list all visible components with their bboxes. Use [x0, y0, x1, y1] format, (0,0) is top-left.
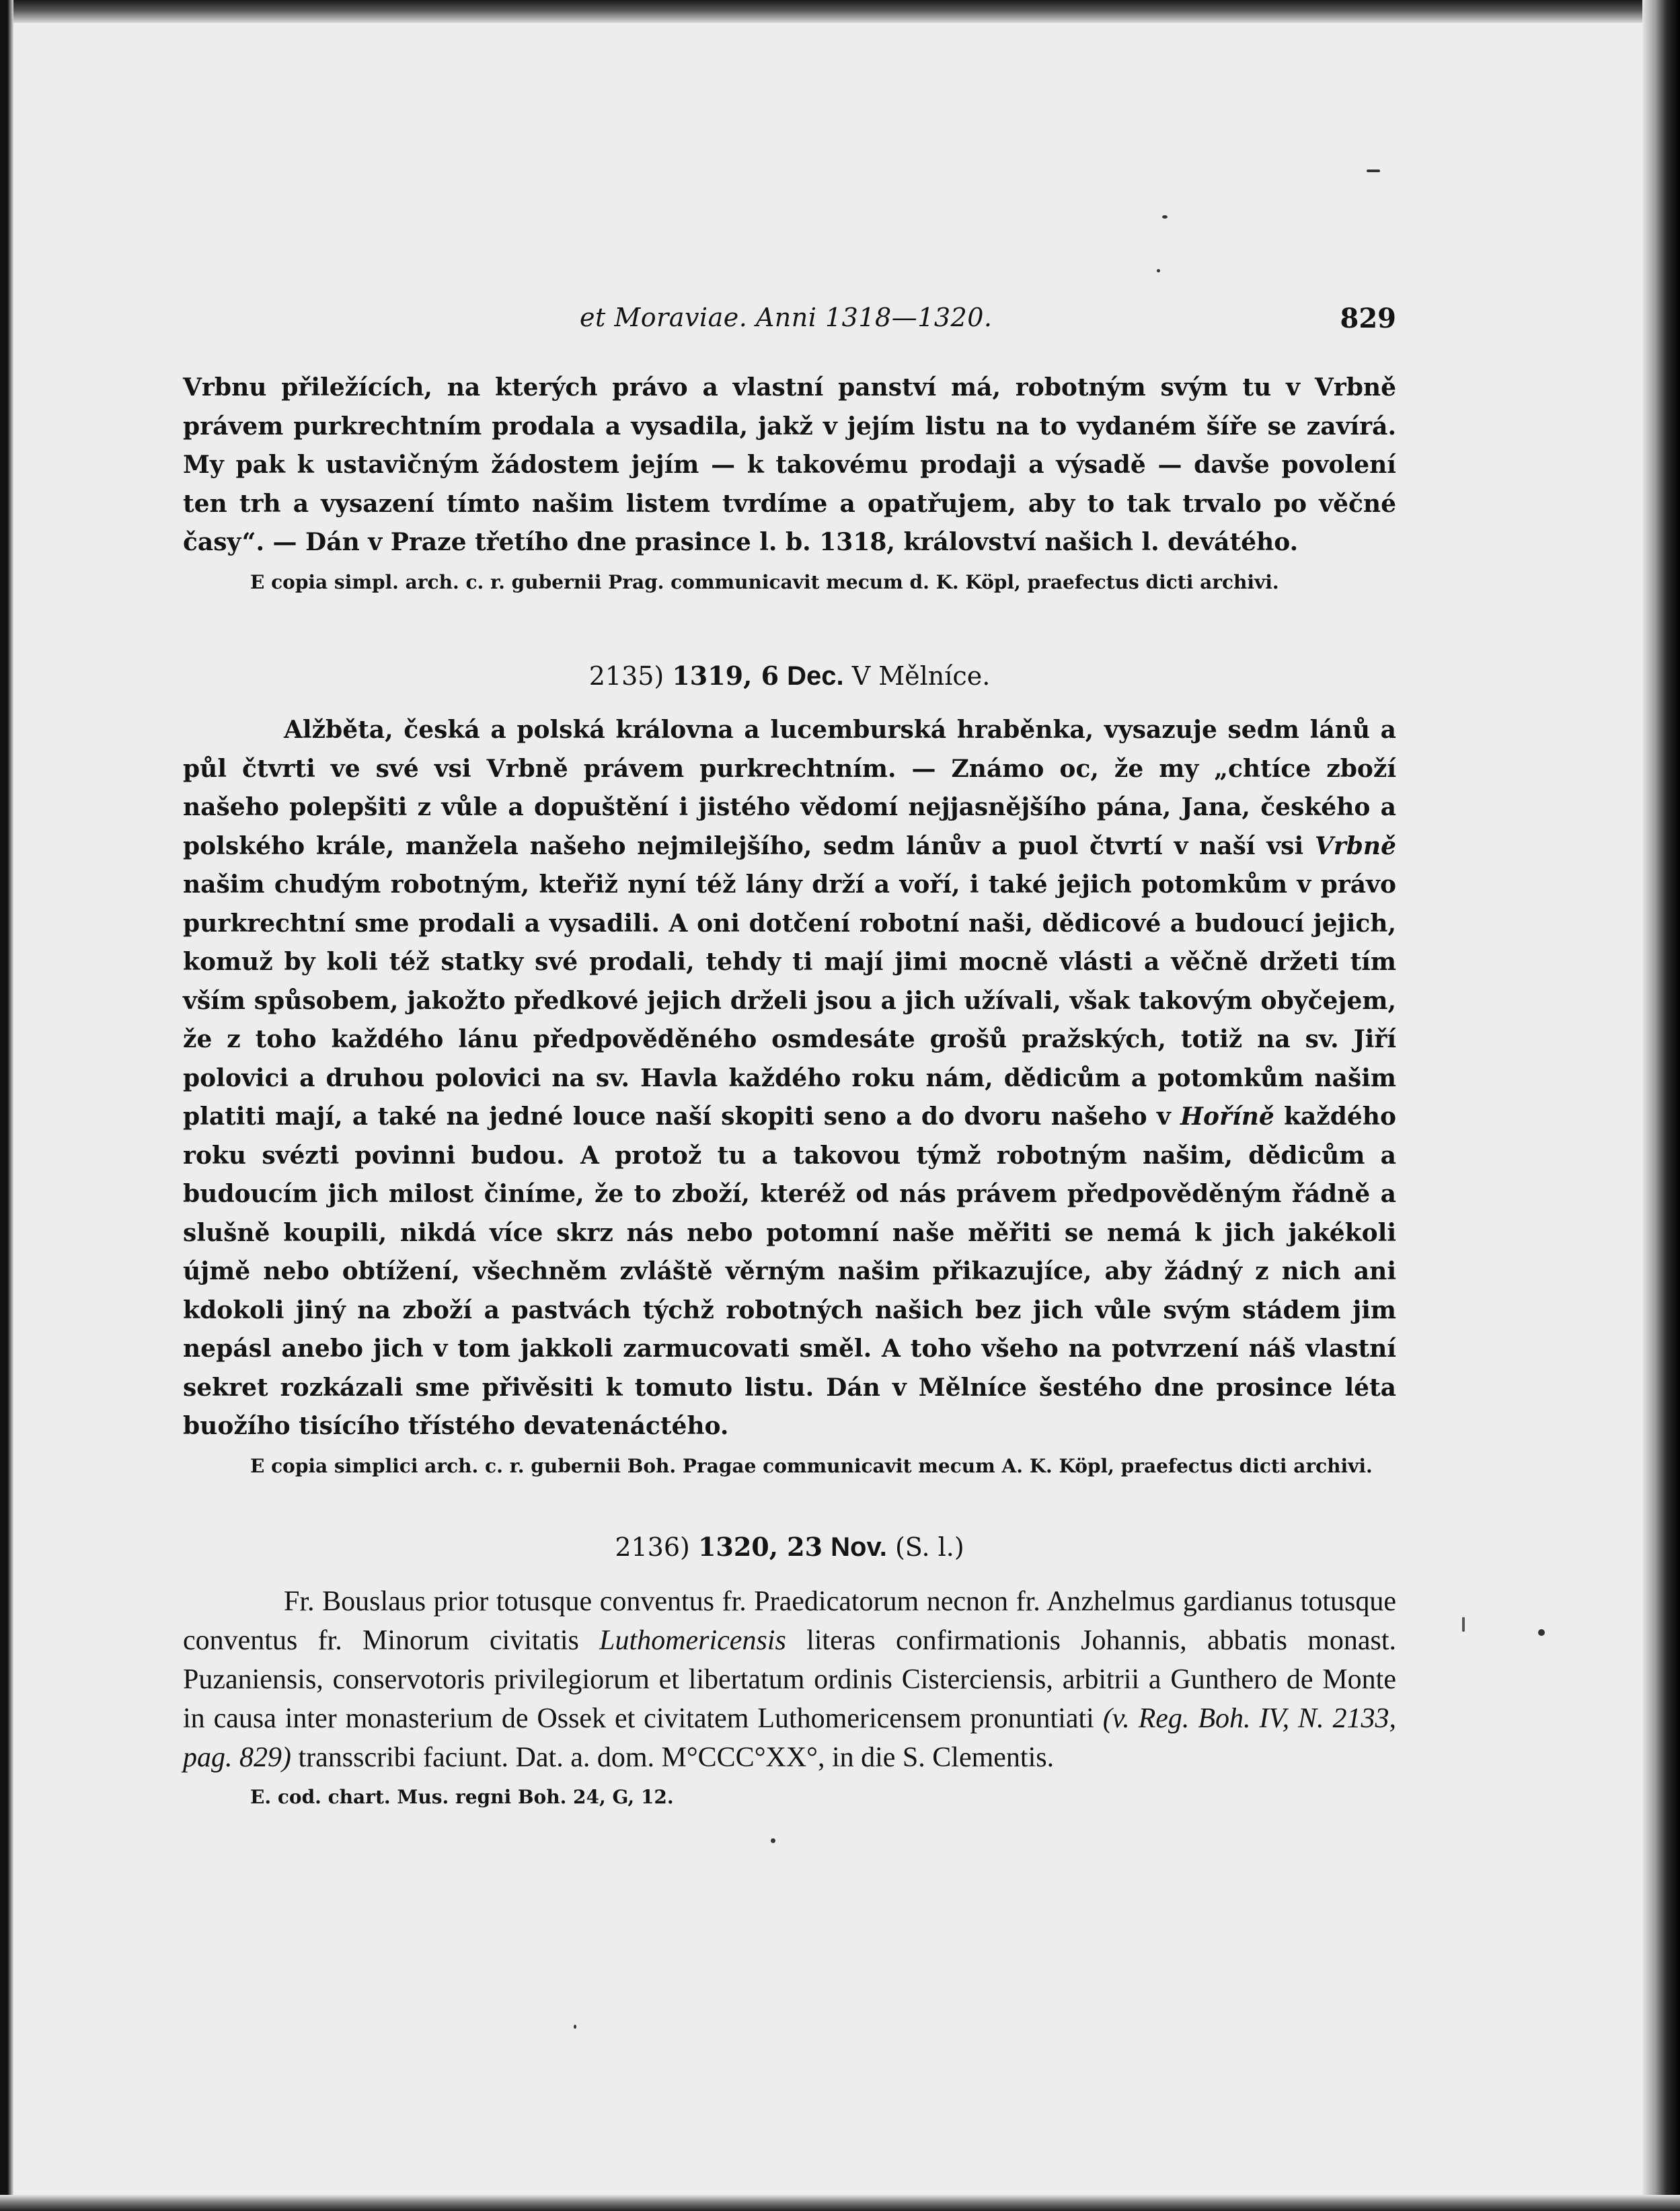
entry-source-note: E copia simplici arch. c. r. gubernii Boh. Pragae communicavit mecum A. K. Köpl, praefectus dicti archivi. [250, 1454, 1373, 1477]
entry-text-part: našim chudým robotným, kteřiž nyní též lány drží a voří, i také jejich potomkům v právo purkrechtní sme prodali a vysadili. A oni dotčení robotní naši, dědicové a budoucí jejich, komuž by koli též statky své prodali, tehdy ti mají jimi mocně vlásti a věčně držeti tím vším spůsobem, jakožto předkové jejich drželi jsou a jich užívali, však takovým obyčejem, že z toho každého lánu předpověděného osmdesáte grošů pražských, totiž na sv. Jiří polovici a druhou polovici na sv. Havla každého roku nám, dědicům a potomkům našim platiti mají, a také na jedné louce naší skopiti seno a do dvoru našeho v [183, 870, 1396, 1131]
page-number: 829 [1340, 303, 1396, 334]
entry-date: 1320, 23 [697, 1532, 823, 1562]
running-header [183, 303, 1396, 343]
scan-speck [1538, 1629, 1545, 1636]
entry-text: Vrbnu přiležících, na kterých právo a vlastní panství má, robotným svým tu v Vrbně právem purkrechtním prodala a vysadila, jakž v jejím listu na to vydaném šíře se zavírá. My pak k ustavičným žádostem jejím — k takovému prodaji a výsadě — davše povolení ten trh a vysazení tímto našim listem tvrdíme a opatřujem, aby to tak trvalo po věčné časy“. — Dán v Praze třetího dne prasince l. b. 1318, království našich l. devátého. [183, 373, 1396, 556]
entry-heading [183, 656, 1396, 696]
entry-month: Dec. [787, 661, 844, 691]
scan-edge-right [1642, 0, 1680, 2211]
entry-date: 1319, 6 [672, 661, 779, 691]
entry-text-part: každého roku svézti povinni budou. A protož tu a takovou týmž robotným našim, dědicům a budoucím jich milost činíme, že to zboží, kteréž od nás právem předpověděným řádně a slušně koupili, nikdá více skrz nás nebo potomní naše měřiti se nemá k jich jakékoli újmě nebo obtížení, všechněm zvláště věrným našim přikazujíce, aby žádný z nich ani kdokoli jiný na zboží a pastvách týchž robotných našich bez jich vůle svým stádem jim nepásl anebo jich v tom jakkoli zarmucovati směl. A toho všeho na potvrzení náš vlastní sekret rozkázali sme přivěsiti k tomuto listu. Dán v Mělníce šestého dne prosince léta buožího tisícího třístého devatenáctého. [183, 1102, 1396, 1440]
entry-number: 2135) [588, 661, 664, 691]
entry-heading [183, 1527, 1396, 1567]
reference-italic: (v. Reg. Boh. IV, N. 2133, pag. 829) [183, 1703, 1396, 1773]
scan-speck [1157, 269, 1160, 272]
entry-month: Nov. [831, 1532, 887, 1562]
entry-place: (S. l.) [894, 1532, 964, 1562]
scan-edge-left [0, 0, 13, 2211]
entry-source-note: E. cod. chart. Mus. regni Boh. 24, G, 12. [250, 1786, 674, 1808]
scan-speck [771, 1838, 775, 1843]
entry-text [183, 1582, 1396, 1777]
place-name-italic: Luthomericensis [599, 1625, 786, 1656]
entry-text-part: Alžběta, česká a polská královna a lucemburská hraběnka, vysazuje sedm lánů a půl čtvrti ve své vsi Vrbně právem purkrechtním. — Známo oc, že my „chtíce zboží našeho polepšiti z vůle a dopuštění i jistého vědomí nejjasnějšího pána, Jana, českého a polského krále, manžela našeho nejmilejšího, sedm lánův a puol čtvrtí v naší vsi [183, 716, 1396, 860]
entry-continuation [183, 369, 1396, 599]
entry-text-part: Fr. Bouslaus prior totusque conventus fr. Praedicatorum necnon fr. Anzhelmus gardianus totusque conventus fr. Minorum civitatis [183, 1586, 1396, 1656]
entry-place: V Mělníce. [851, 661, 991, 691]
entry-text-part: literas confirmationis Johannis, abbatis monast. Puzaniensis, conservotoris privilegiorum et libertatum ordinis Cisterciensis, arbitrii a Gunthero de Monte in causa inter monasterium de Ossek et civitatem Luthomericensem pronuntiati [183, 1625, 1396, 1734]
entry-number: 2136) [615, 1532, 690, 1562]
scan-edge-bottom [0, 2195, 1680, 2211]
entry-source-note: E copia simpl. arch. c. r. gubernii Prag. communicavit mecum d. K. Köpl, praefectus dicti archivi. [250, 570, 1279, 593]
scan-speck [1367, 170, 1380, 172]
scan-speck [1162, 215, 1168, 219]
scan-edge-top [0, 0, 1680, 23]
scan-speck [574, 2025, 576, 2029]
entry-2135 [183, 656, 1396, 1483]
place-name-italic: Hoříně [1180, 1102, 1274, 1131]
entry-2136 [183, 1527, 1396, 1813]
place-name-italic: Vrbně [1314, 831, 1396, 860]
entry-text [183, 711, 1396, 1446]
running-title: et Moraviae. Anni 1318—1320. [580, 303, 993, 332]
entry-text-part: transscribi faciunt. Dat. a. dom. M°CCC°XX°, in die S. Clementis. [291, 1742, 1055, 1773]
scan-speck [1462, 1617, 1465, 1632]
